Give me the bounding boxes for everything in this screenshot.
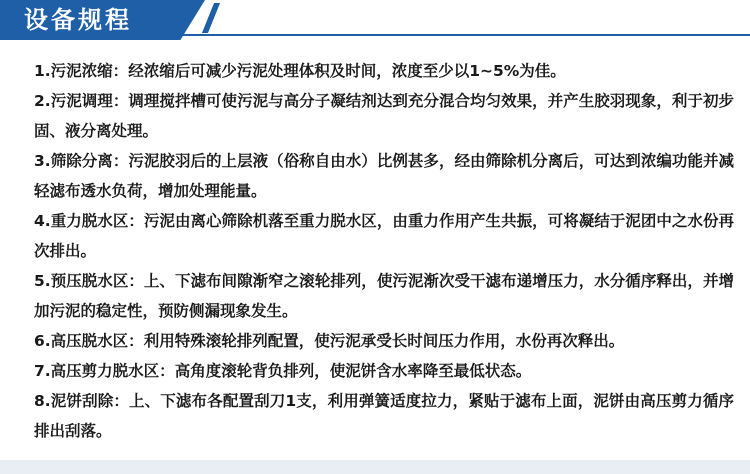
procedure-text: 高角度滚轮背负排列，使泥饼含水率降至最低状态。 — [174, 362, 532, 380]
procedure-text: 调理搅拌槽可使污泥与高分子凝结剂达到充分混合均匀效果，并产生胶羽现象，利于初步固、液分离处理。 — [34, 92, 734, 140]
procedure-text: 经浓缩后可减少污泥处理体积及时间，浓度至少以1~5%为佳。 — [128, 62, 566, 80]
section-header — [0, 0, 750, 40]
procedure-item-3 — [34, 146, 734, 206]
procedure-item-2 — [34, 86, 734, 146]
procedure-label: 1.污泥浓缩： — [34, 62, 129, 80]
procedure-label: 2.污泥调理： — [34, 92, 129, 110]
procedure-label: 4.重力脱水区： — [34, 212, 144, 230]
procedure-item-5 — [34, 266, 734, 326]
procedure-label: 8.泥饼刮除： — [34, 392, 129, 410]
procedure-text: 利用特殊滚轮排列配置，使污泥承受长时间压力作用，水份再次释出。 — [143, 332, 625, 350]
header-slash-decoration — [202, 3, 220, 33]
section-title: 设备规程 — [24, 6, 132, 34]
procedure-item-1 — [34, 56, 734, 86]
procedure-label: 3.筛除分离： — [34, 152, 129, 170]
procedure-label: 7.高压剪力脱水区： — [34, 362, 175, 380]
header-underline — [178, 34, 750, 36]
procedure-item-4 — [34, 206, 734, 266]
procedure-text: 上、下滤布各配置刮刀1支，利用弹簧适度拉力，紧贴于滤布上面，泥饼由高压剪力循序排出刮落。 — [34, 392, 734, 440]
bottom-strip — [0, 460, 750, 474]
procedure-list — [34, 56, 734, 446]
procedure-text: 污泥由离心筛除机落至重力脱水区，由重力作用产生共振，可将凝结于泥团中之水份再次排出。 — [34, 212, 734, 260]
procedure-label: 5.预压脱水区： — [34, 272, 144, 290]
procedure-label: 6.高压脱水区： — [34, 332, 144, 350]
procedure-item-8 — [34, 386, 734, 446]
procedure-text: 污泥胶羽后的上层液（俗称自由水）比例甚多，经由筛除机分离后，可达到浓编功能并减轻滤布透水负荷，增加处理能量。 — [34, 152, 734, 200]
procedure-item-6 — [34, 326, 734, 356]
procedure-text: 上、下滤布间隙渐窄之滚轮排列，使污泥渐次受干滤布递增压力，水分循序释出，并增加污泥的稳定性，预防侧漏现象发生。 — [34, 272, 734, 320]
procedure-item-7 — [34, 356, 734, 386]
